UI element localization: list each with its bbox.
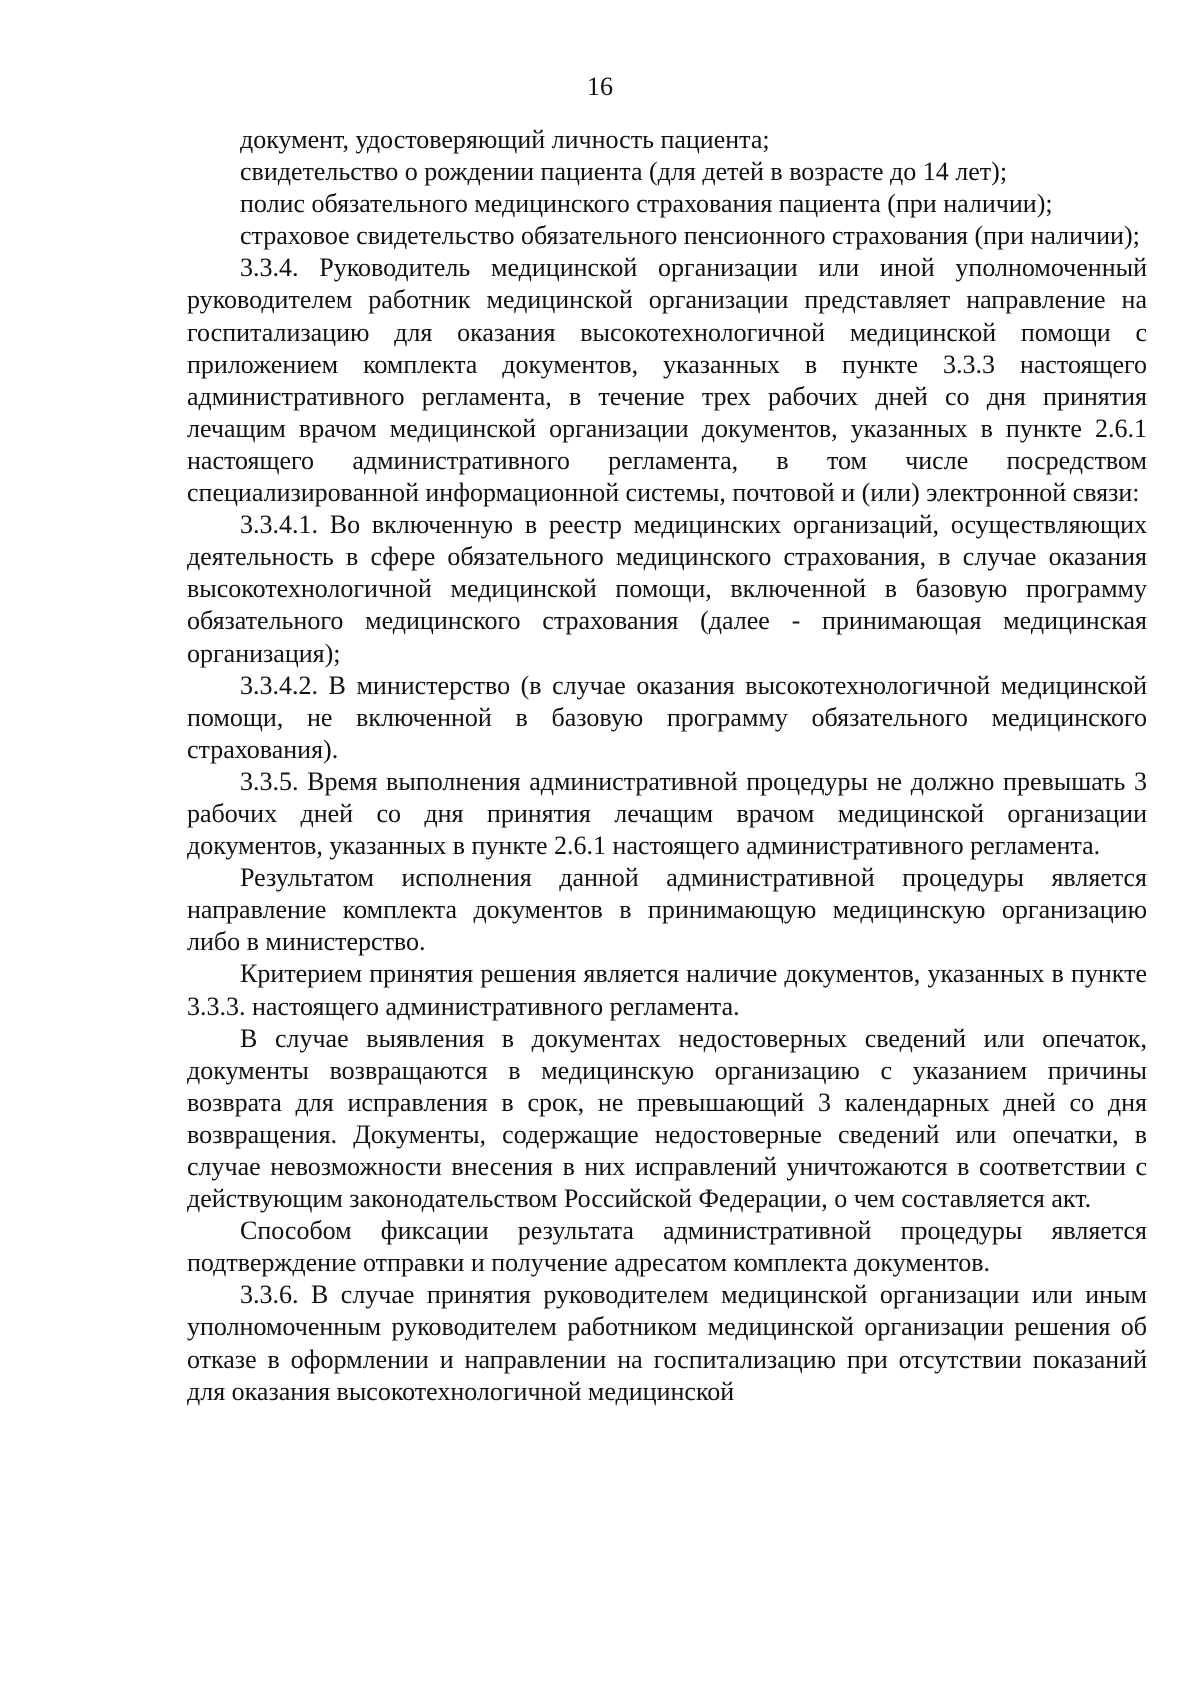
document-body — [187, 124, 1147, 1408]
paragraph-3-3-4: 3.3.4. Руководитель медицинской организации или иной уполномоченный руководителем работник медицинской организации представляет направление на госпитализацию для оказания высокотехнологичной медицинской помощи с приложением комплекта документов, указанных в пункте 3.3.3 настоящего административного регламента, в течение трех рабочих дней со дня принятия лечащим врачом медицинской организации документов, указанных в пункте 2.6.1 настоящего административного регламента, в том числе посредством специализированной информационной системы, почтовой и (или) электронной связи: — [187, 253, 1147, 508]
paragraph-3-3-6: 3.3.6. В случае принятия руководителем медицинской организации или иным уполномоченным руководителем работником медицинской организации решения об отказе в оформлении и направлении на госпитализацию при отсутствии показаний для оказания высокотехнологичной медицинской — [187, 1280, 1147, 1406]
paragraph-identity-document: документ, удостоверяющий личность пациента; — [240, 125, 770, 154]
paragraph-errors: В случае выявления в документах недостоверных сведений или опечаток, документы возвращаются в медицинскую организацию с указанием причины возврата для исправления в срок, не превышающий 3 календарных дней со дня возвращения. Документы, содержащие недостоверные сведений или опечатки, в случае невозможности внесения в них исправлений уничтожаются в соответствии с действующим законодательством Российской Федерации, о чем составляется акт. — [187, 1023, 1147, 1214]
paragraph-pension-certificate: страховое свидетельство обязательного пенсионного страхования (при наличии); — [240, 221, 1140, 251]
paragraph-3-3-4-1: 3.3.4.1. Во включенную в реестр медицинских организаций, осуществляющих деятельность в сфере обязательного медицинского страхования, в случае оказания высокотехнологичной медицинской помощи, включенной в базовую программу обязательного медицинского страхования (далее - принимающая медицинская организация); — [187, 510, 1147, 668]
paragraph-3-3-5: 3.3.5. Время выполнения административной процедуры не должно превышать 3 рабочих дней со дня принятия лечащим врачом медицинской организации документов, указанных в пункте 2.6.1 настоящего административного регламента. — [187, 766, 1147, 861]
paragraph-criterion: Критерием принятия решения является наличие документов, указанных в пункте 3.3.3. настоящего административного регламента. — [187, 959, 1147, 1021]
paragraph-fixation: Способом фиксации результата административной процедуры является подтверждение отправки и получение адресатом комплекта документов. — [187, 1216, 1147, 1278]
page-number: 16 — [587, 72, 613, 101]
paragraph-birth-certificate: свидетельство о рождении пациента (для детей в возрасте до 14 лет); — [240, 157, 1008, 187]
paragraph-insurance-policy: полис обязательного медицинского страхования пациента (при наличии); — [240, 189, 1053, 219]
paragraph-3-3-4-2: 3.3.4.2. В министерство (в случае оказания высокотехнологичной медицинской помощи, не включенной в базовую программу обязательного медицинского страхования). — [187, 670, 1147, 764]
paragraph-result: Результатом исполнения данной административной процедуры является направление комплекта документов в принимающую медицинскую организацию либо в министерство. — [187, 863, 1147, 957]
